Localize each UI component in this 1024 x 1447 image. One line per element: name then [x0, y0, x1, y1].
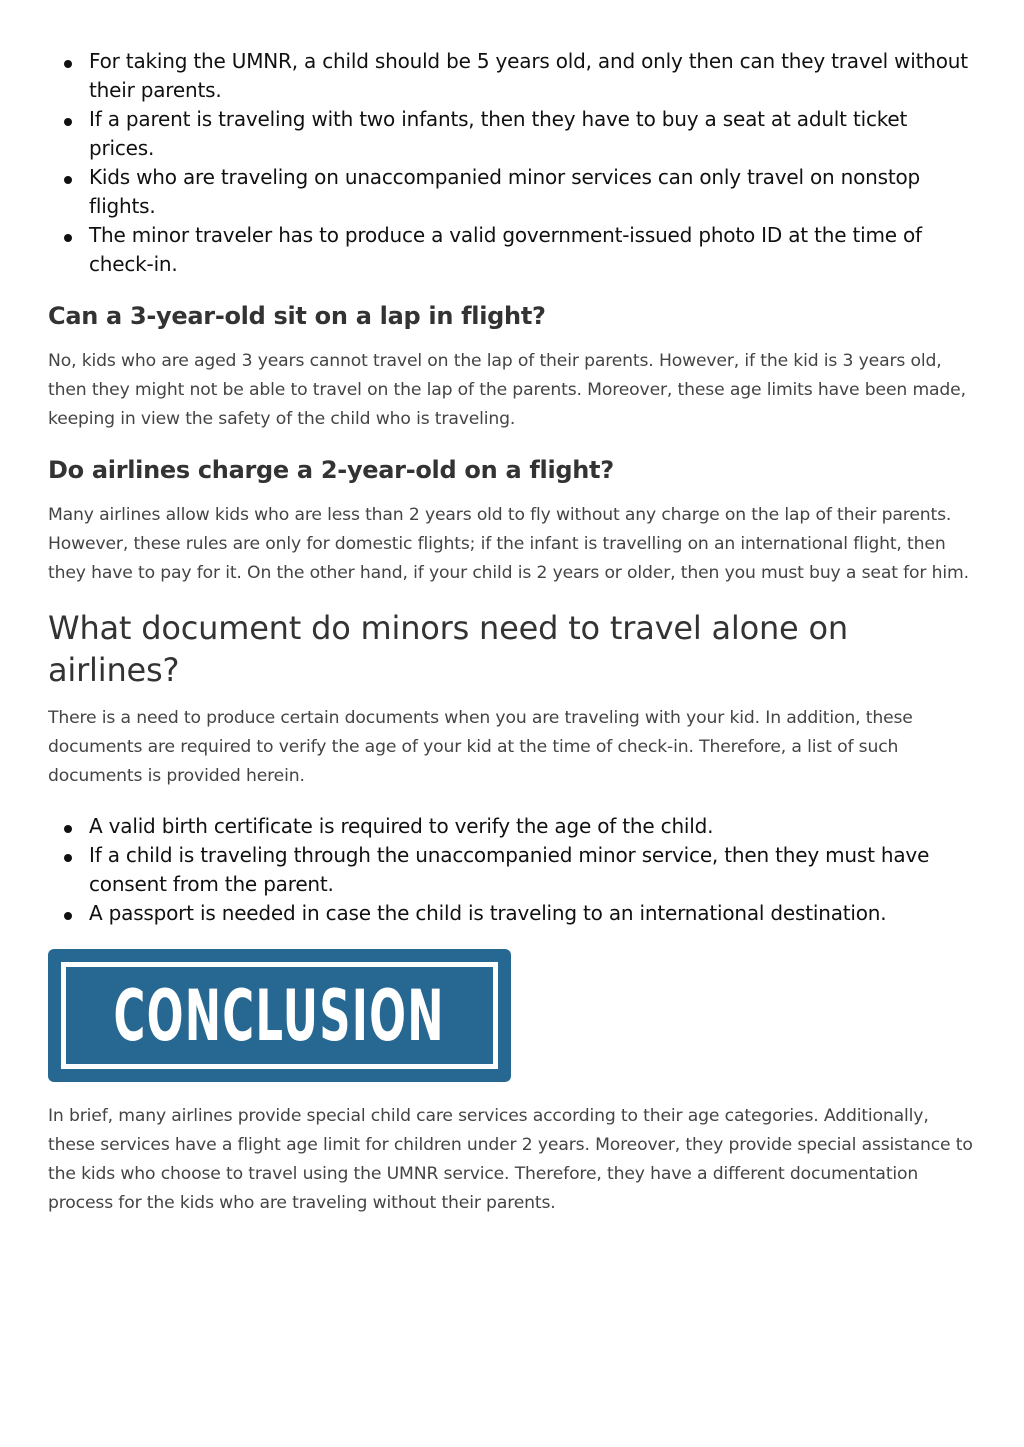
bullet-icon [64, 825, 72, 833]
charge-heading: Do airlines charge a 2-year-old on a flight? [48, 456, 614, 484]
list-item-text: The minor traveler has to produce a valid government-issued photo ID at the time of check-in. [89, 223, 922, 276]
list-item [48, 105, 978, 163]
article-page [48, 0, 978, 1218]
conclusion-banner-frame [61, 962, 498, 1069]
list-item [48, 221, 978, 279]
list-item-text: If a parent is traveling with two infants, then they have to buy a seat at adult ticket prices. [89, 107, 908, 160]
documents-heading: What document do minors need to travel alone on airlines? [48, 609, 848, 689]
conclusion-banner-text: CONCLUSION [113, 974, 446, 1057]
list-item [48, 841, 978, 899]
requirements-list [48, 47, 978, 279]
list-item-text: If a child is traveling through the unaccompanied minor service, then they must have consent from the parent. [89, 843, 930, 896]
bullet-icon [64, 912, 72, 920]
lap-paragraph: No, kids who are aged 3 years cannot travel on the lap of their parents. However, if the kid is 3 years old, then they might not be able to travel on the lap of the parents. Moreover, these age limits have been made, keeping in view the safety of the child who is traveling. [48, 351, 966, 429]
list-item-text: A passport is needed in case the child is traveling to an international destination. [89, 901, 887, 925]
bullet-icon [64, 854, 72, 862]
list-item [48, 899, 978, 928]
bullet-icon [64, 234, 72, 242]
list-item [48, 47, 978, 105]
bullet-icon [64, 60, 72, 68]
conclusion-paragraph: In brief, many airlines provide special child care services according to their age categories. Additionally, these services have a flight age limit for children under 2 years. Moreover, they provide special assistance to the kids who choose to travel using the UMNR service. Therefore, they have a different documentation process for the kids who are traveling without their parents. [48, 1106, 973, 1213]
lap-heading: Can a 3-year-old sit on a lap in flight? [48, 302, 546, 330]
documents-list [48, 812, 978, 928]
documents-paragraph: There is a need to produce certain documents when you are traveling with your kid. In addition, these documents are required to verify the age of your kid at the time of check-in. Therefore, a list of such documents is provided herein. [48, 708, 913, 786]
list-item-text: A valid birth certificate is required to verify the age of the child. [89, 814, 714, 838]
list-item [48, 812, 978, 841]
charge-paragraph: Many airlines allow kids who are less than 2 years old to fly without any charge on the lap of their parents. However, these rules are only for domestic flights; if the infant is travelling on an international flight, then they have to pay for it. On the other hand, if your child is 2 years or older, then you must buy a seat for him. [48, 505, 969, 583]
list-item-text: Kids who are traveling on unaccompanied minor services can only travel on nonstop flights. [89, 165, 921, 218]
conclusion-banner [48, 949, 511, 1082]
list-item [48, 163, 978, 221]
bullet-icon [64, 176, 72, 184]
list-item-text: For taking the UMNR, a child should be 5 years old, and only then can they travel without their parents. [89, 49, 968, 102]
bullet-icon [64, 118, 72, 126]
